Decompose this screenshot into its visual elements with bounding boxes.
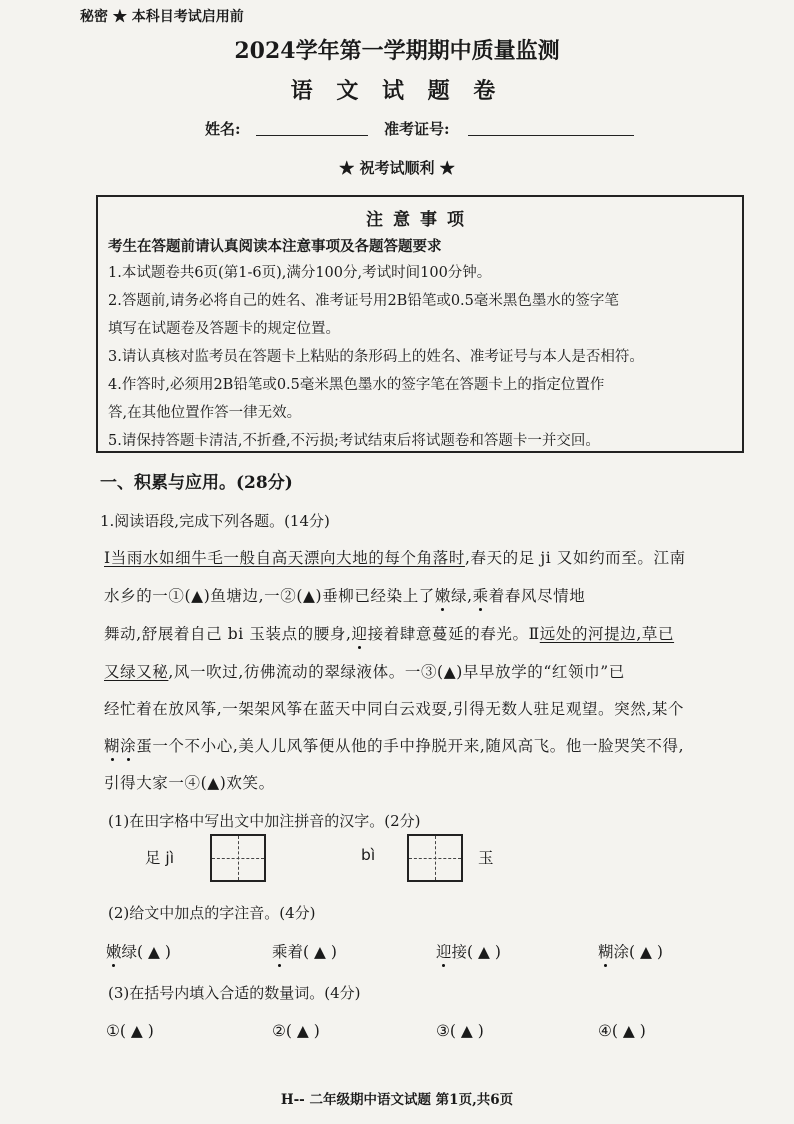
question-stem: 1.阅读语段,完成下列各题。(14分): [100, 512, 330, 530]
name-label: 姓名:: [205, 120, 241, 138]
answer-blank[interactable]: ④( ▲ ): [598, 1022, 646, 1040]
answer-blank[interactable]: ( ▲ ): [629, 943, 663, 961]
phonetic-item: 嫩绿( ▲ ): [106, 940, 171, 962]
passage-line: 舞动,舒展着自己 bi 玉装点的腰身,迎接着肆意蔓延的春光。Ⅱ远处的河提边,草已: [104, 622, 674, 644]
passage-line: Ⅰ当雨水如细牛毛一般自高天漂向大地的每个角落时,春天的足 ji 又如约而至。江南: [104, 549, 686, 567]
phonetic-item: 乘着( ▲ ): [272, 940, 337, 962]
dotted-char: 迎: [352, 622, 368, 644]
notice-intro: 考生在答题前请认真阅读本注意事项及各题答题要求: [108, 238, 442, 255]
dotted-char: 嫩: [435, 584, 451, 606]
exam-id-label: 准考证号:: [384, 120, 450, 138]
tianzige-box[interactable]: [210, 834, 266, 882]
triangle-icon: ▲: [443, 663, 457, 681]
pinyin-label: 足 jì: [145, 849, 175, 867]
confidential-label: 秘密 ★ 本科目考试启用前: [80, 9, 244, 25]
triangle-icon: ▲: [303, 587, 316, 605]
passage-line: 又绿又秘,风一吹过,彷佛流动的翠绿液体。一③(▲)早早放学的“红领巾”已: [104, 663, 625, 681]
section-title: 一、积累与应用。(28分): [100, 473, 293, 493]
notice-line: 答,在其他位置作答一律无效。: [108, 405, 302, 421]
phonetic-item: 迎接( ▲ ): [436, 940, 501, 962]
good-luck-line: ★ 祝考试顺利 ★: [339, 159, 455, 177]
exam-subtitle: 语 文 试 题 卷: [290, 78, 504, 104]
passage-sentence-one: Ⅰ当雨水如细牛毛一般自高天漂向大地的每个角落时: [104, 549, 465, 567]
page-footer: H-- 二年级期中语文试题 第1页,共6页: [280, 1092, 514, 1108]
subquestion-2: (2)给文中加点的字注音。(4分): [108, 904, 316, 922]
notice-line: 2.答题前,请务必将自己的姓名、准考证号用2B铅笔或0.5毫米黑色墨水的签字笔: [108, 293, 619, 309]
char-label: 玉: [478, 849, 494, 867]
answer-blank[interactable]: ( ▲ ): [137, 943, 171, 961]
tianzige-box[interactable]: [407, 834, 463, 882]
passage-sentence-two: 远处的河提边,草已: [539, 625, 675, 643]
passage-line: 引得大家一④(▲)欢笑。: [104, 774, 275, 792]
subquestion-1: (1)在田字格中写出文中加注拼音的汉字。(2分): [108, 812, 421, 830]
triangle-icon: ▲: [191, 587, 204, 605]
answer-blank[interactable]: ( ▲ ): [303, 943, 337, 961]
notice-line: 1.本试题卷共6页(第1-6页),满分100分,考试时间100分钟。: [108, 265, 492, 281]
answer-blank[interactable]: ②( ▲ ): [272, 1022, 320, 1040]
subquestion-3: (3)在括号内填入合适的数量词。(4分): [108, 984, 361, 1002]
answer-blank[interactable]: ( ▲ ): [467, 943, 501, 961]
phonetic-item: 糊涂( ▲ ): [598, 940, 663, 962]
dotted-char: 糊: [104, 734, 120, 756]
answer-blank[interactable]: ①( ▲ ): [106, 1022, 154, 1040]
exam-title: 2024学年第一学期期中质量监测: [234, 38, 560, 64]
notice-line: 4.作答时,必须用2B铅笔或0.5毫米黑色墨水的签字笔在答题卡上的指定位置作: [108, 377, 605, 393]
exam-id-field[interactable]: [468, 135, 634, 136]
answer-blank[interactable]: ③( ▲ ): [436, 1022, 484, 1040]
notice-title: 注意事项: [366, 210, 474, 230]
notice-line: 5.请保持答题卡清洁,不折叠,不污损;考试结束后将试题卷和答题卡一并交回。: [108, 433, 600, 449]
notice-line: 填写在试题卷及答题卡的规定位置。: [108, 321, 340, 337]
notice-box: [96, 195, 744, 453]
triangle-icon: ▲: [207, 774, 220, 792]
passage-line: 水乡的一①(▲)鱼塘边,一②(▲)垂柳已经染上了嫩绿,乘着春风尽情地: [104, 584, 585, 606]
pinyin-label: bì: [361, 846, 376, 864]
name-field[interactable]: [256, 135, 368, 136]
passage-line: 糊涂蛋一个不小心,美人儿风筝便从他的手中挣脱开来,随风高飞。他一脸哭笑不得,: [104, 734, 684, 756]
passage-line: 经忙着在放风筝,一架架风筝在蓝天中同白云戏耍,引得无数人驻足观望。突然,某个: [104, 700, 685, 718]
dotted-char: 乘: [473, 584, 489, 606]
notice-line: 3.请认真核对监考员在答题卡上粘贴的条形码上的姓名、准考证号与本人是否相符。: [108, 349, 644, 365]
dotted-char: 涂: [120, 734, 136, 756]
